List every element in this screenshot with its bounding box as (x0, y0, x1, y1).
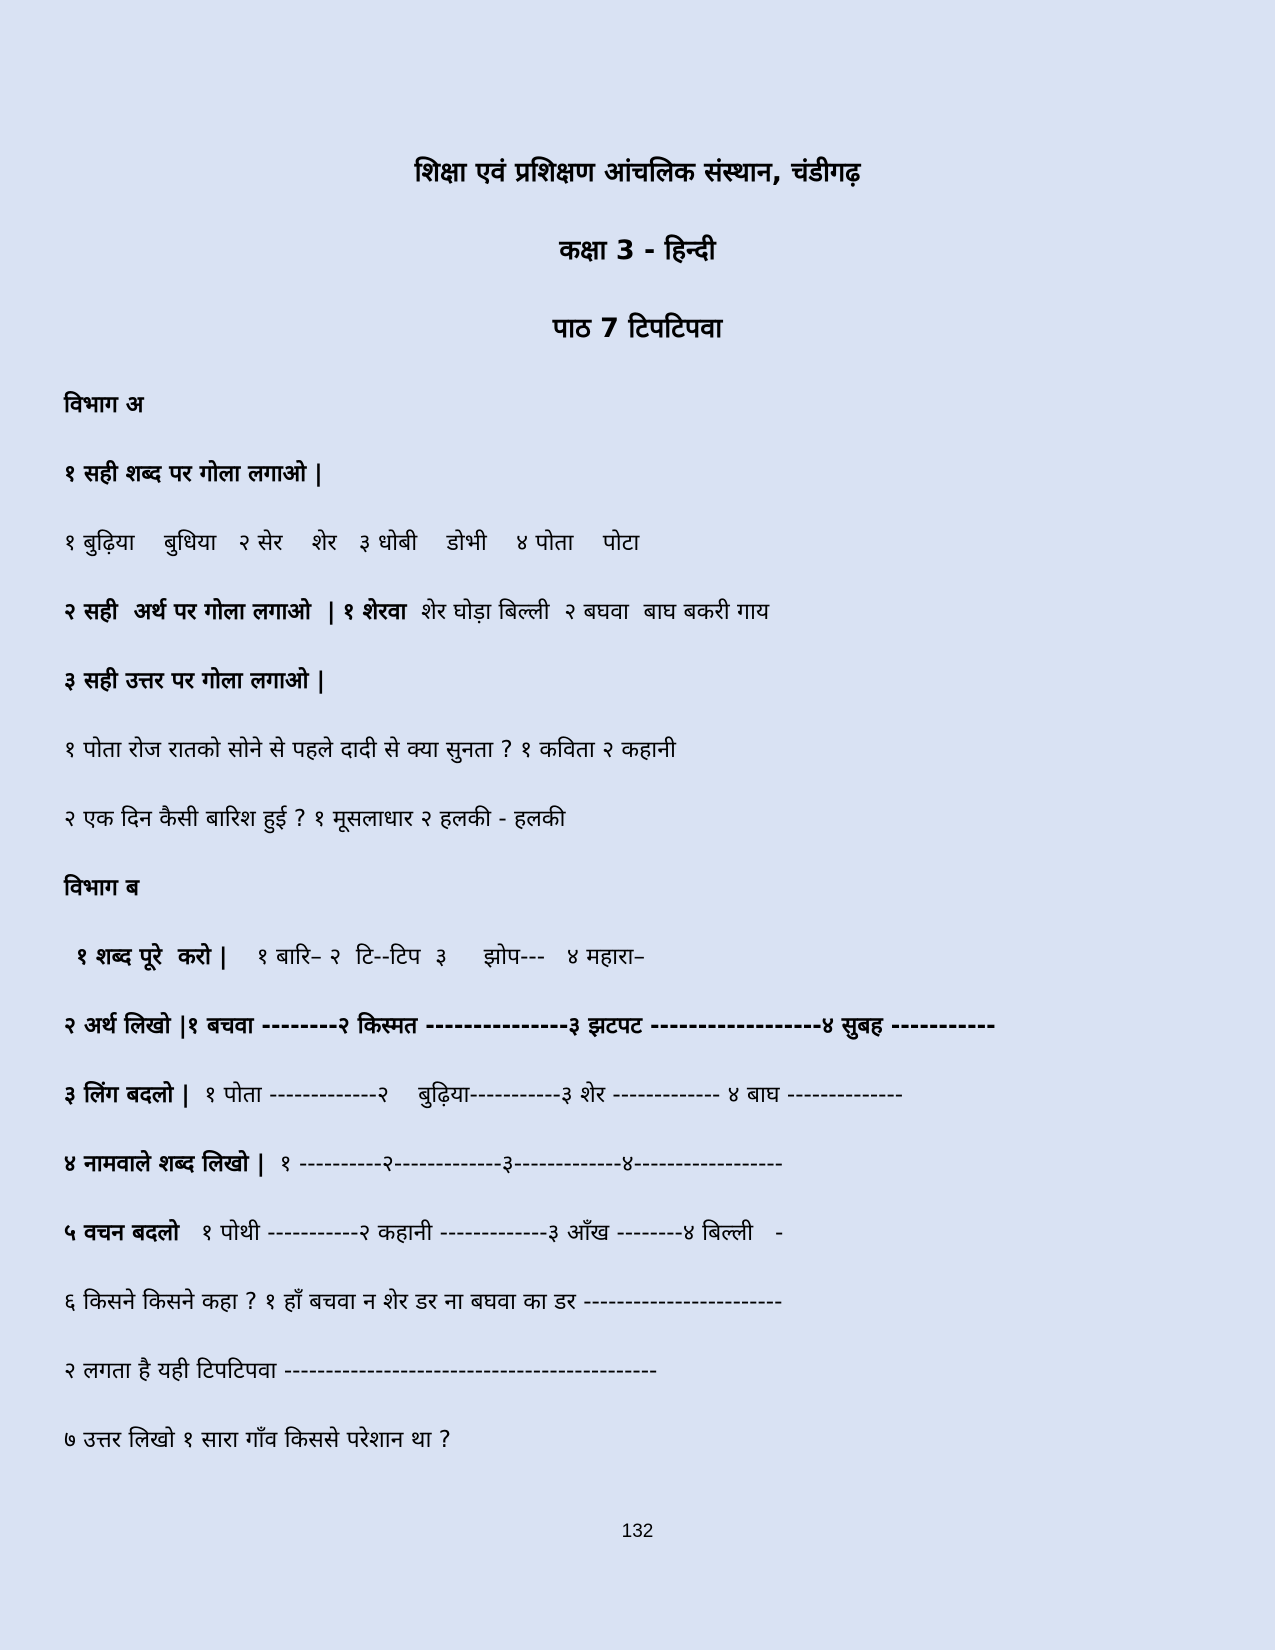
section-b-q4 (64, 1149, 783, 1179)
section-b-q6-item2: २ लगता है यही टिपटिपवा --------------------------------------------- (64, 1358, 658, 1384)
section-b-q2: २ अर्थ लिखो |१ बचवा --------२ किस्मत ---------------३ झटपट ------------------४ सुबह ----------- (64, 1013, 996, 1039)
section-a-q2-prompt: २ सही अर्थ पर गोला लगाओ | (64, 599, 336, 625)
section-b-q5-prompt: ५ वचन बदलो (64, 1220, 180, 1246)
section-a-q3-prompt: ३ सही उत्तर पर गोला लगाओ | (64, 668, 325, 694)
section-b-q1 (76, 942, 645, 972)
section-a-q2-word1: १ शेरवा (342, 599, 407, 625)
section-b-title: विभाग ब (64, 875, 139, 901)
section-a-q2 (64, 597, 769, 627)
page-number: 132 (621, 1521, 654, 1542)
section-b-q1-blanks: १ बारि– २ टि--टिप ३ झोप--- ४ महारा– (234, 944, 645, 970)
section-b-q5-blanks: १ पोथी -----------२ कहानी -------------३ आँख --------४ बिल्ली - (186, 1220, 784, 1246)
section-a-title: विभाग अ (64, 392, 144, 418)
section-b-q1-prompt: १ शब्द पूरे करो | (76, 944, 228, 970)
section-a-q1-options-text: १ बुढ़िया बुधिया २ सेर शेर ३ धोबी डोभी ४ पोता पोटा (64, 530, 640, 556)
section-b-q3 (64, 1080, 903, 1110)
section-b-q6-item1: ६ किसने किसने कहा ? १ हाँ बचवा न शेर डर ना बघवा का डर ------------------------ (64, 1289, 783, 1315)
section-a-q2-options: शेर घोड़ा बिल्ली २ बघवा बाघ बकरी गाय (413, 599, 770, 625)
section-b-q7: ७ उत्तर लिखो १ सारा गाँव किससे परेशान था ? (64, 1427, 451, 1453)
class-title: कक्षा 3 - हिन्दी (559, 235, 716, 266)
section-b-q4-blanks: १ ----------२-------------३-------------४------------------ (272, 1151, 783, 1177)
institute-title: शिक्षा एवं प्रशिक्षण आंचलिक संस्थान, चंडीगढ़ (414, 157, 861, 188)
section-a-q3-item2: २ एक दिन कैसी बारिश हुई ? १ मूसलाधार २ हलकी - हलकी (64, 806, 566, 832)
section-b-q3-blanks: १ पोता -------------२ बुढ़िया-----------३ शेर ------------- ४ बाघ -------------- (197, 1082, 904, 1108)
section-a-q1-options (64, 528, 639, 558)
lesson-title: पाठ 7 टिपटिपवा (552, 313, 723, 344)
section-a-q1-prompt: १ सही शब्द पर गोला लगाओ | (64, 461, 323, 487)
section-a-q3-item1: १ पोता रोज रातको सोने से पहले दादी से क्या सुनता ? १ कविता २ कहानी (64, 737, 676, 763)
section-b-q3-prompt: ३ लिंग बदलो | (64, 1082, 190, 1108)
section-b-q5 (64, 1218, 783, 1248)
section-b-q4-prompt: ४ नामवाले शब्द लिखो | (64, 1151, 266, 1177)
